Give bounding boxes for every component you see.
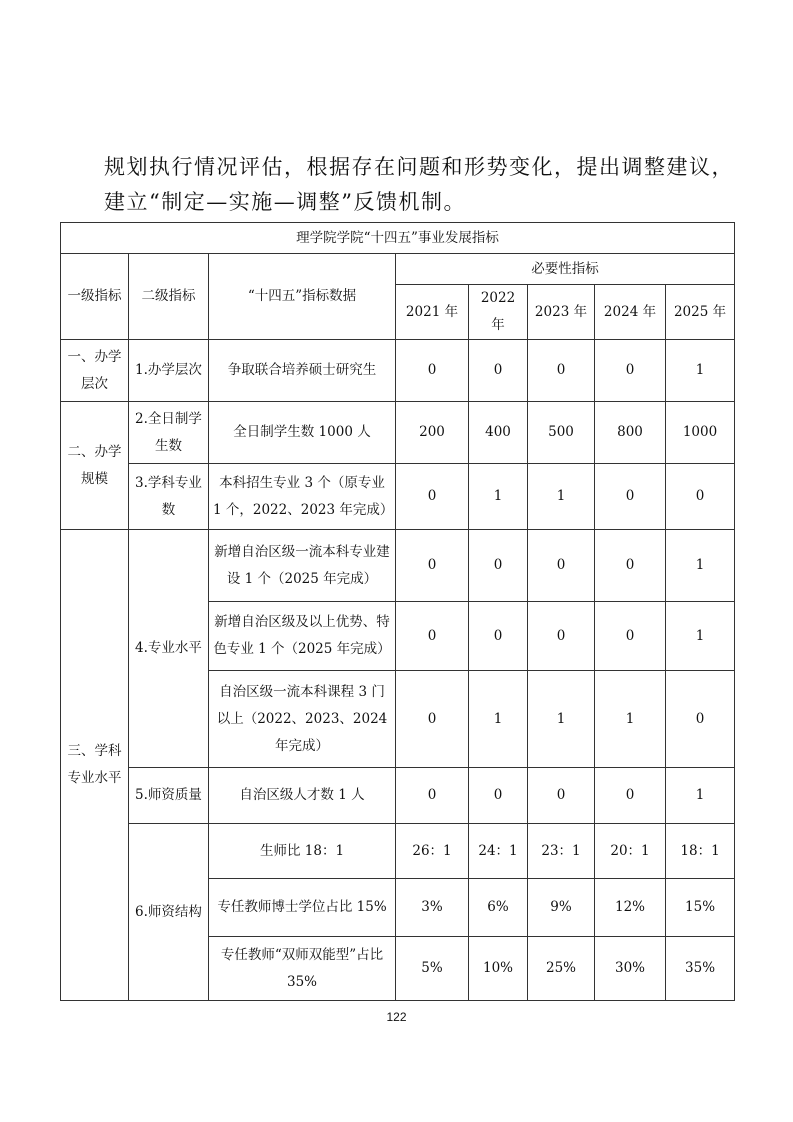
value-cell: 0	[595, 530, 666, 602]
level2-cell: 2.全日制学生数	[129, 402, 209, 464]
value-cell: 18：1	[666, 824, 735, 879]
level2-cell: 5.师资质量	[129, 768, 209, 824]
header-data: “十四五”指标数据	[209, 254, 396, 340]
value-cell: 400	[469, 402, 528, 464]
value-cell: 0	[595, 602, 666, 671]
desc-cell: 专任教师“双师双能型”占比 35%	[209, 937, 396, 1001]
value-cell: 0	[396, 602, 469, 671]
value-cell: 0	[469, 340, 528, 402]
value-cell: 0	[666, 671, 735, 768]
value-cell: 0	[469, 768, 528, 824]
development-indicators-table	[60, 222, 735, 1001]
desc-cell: 生师比 18：1	[209, 824, 396, 879]
value-cell: 1	[666, 530, 735, 602]
value-cell: 0	[528, 768, 595, 824]
level2-cell: 6.师资结构	[129, 824, 209, 1001]
table-row	[61, 530, 735, 602]
value-cell: 0	[528, 340, 595, 402]
desc-cell: 新增自治区级一流本科专业建设 1 个（2025 年完成）	[209, 530, 396, 602]
value-cell: 1000	[666, 402, 735, 464]
desc-cell: 自治区级人才数 1 人	[209, 768, 396, 824]
value-cell: 35%	[666, 937, 735, 1001]
page-number: 122	[386, 1010, 407, 1024]
value-cell: 1	[666, 340, 735, 402]
value-cell: 25%	[528, 937, 595, 1001]
value-cell: 23：1	[528, 824, 595, 879]
value-cell: 1	[666, 768, 735, 824]
value-cell: 1	[469, 671, 528, 768]
table-title: 理学院学院“十四五”事业发展指标	[61, 223, 735, 254]
desc-cell: 专任教师博士学位占比 15%	[209, 879, 396, 937]
level2-cell: 1.办学层次	[129, 340, 209, 402]
value-cell: 1	[528, 671, 595, 768]
table-row	[61, 402, 735, 464]
value-cell: 5%	[396, 937, 469, 1001]
value-cell: 0	[528, 602, 595, 671]
desc-cell: 争取联合培养硕士研究生	[209, 340, 396, 402]
value-cell: 200	[396, 402, 469, 464]
level2-cell: 4.专业水平	[129, 530, 209, 768]
value-cell: 15%	[666, 879, 735, 937]
level1-cell: 一、办学层次	[61, 340, 129, 402]
value-cell: 9%	[528, 879, 595, 937]
header-level1: 一级指标	[61, 254, 129, 340]
level1-cell: 二、办学规模	[61, 402, 129, 530]
header-level2: 二级指标	[129, 254, 209, 340]
value-cell: 1	[666, 602, 735, 671]
level1-cell: 三、学科专业水平	[61, 530, 129, 1001]
value-cell: 0	[396, 340, 469, 402]
value-cell: 800	[595, 402, 666, 464]
table-row	[61, 340, 735, 402]
value-cell: 0	[595, 340, 666, 402]
value-cell: 1	[469, 464, 528, 530]
desc-cell: 全日制学生数 1000 人	[209, 402, 396, 464]
value-cell: 30%	[595, 937, 666, 1001]
value-cell: 3%	[396, 879, 469, 937]
value-cell: 1	[528, 464, 595, 530]
value-cell: 20：1	[595, 824, 666, 879]
value-cell: 6%	[469, 879, 528, 937]
value-cell: 10%	[469, 937, 528, 1001]
header-year: 2024 年	[595, 285, 666, 340]
intro-paragraph	[104, 150, 734, 220]
value-cell: 0	[595, 464, 666, 530]
header-year: 2025 年	[666, 285, 735, 340]
value-cell: 12%	[595, 879, 666, 937]
intro-line-2: 建立“制定—实施—调整”反馈机制。	[104, 190, 466, 214]
value-cell: 0	[396, 768, 469, 824]
desc-cell: 新增自治区级及以上优势、特色专业 1 个（2025 年完成）	[209, 602, 396, 671]
header-year: 2022 年	[469, 285, 528, 340]
table-row	[61, 824, 735, 879]
level2-cell: 3.学科专业数	[129, 464, 209, 530]
intro-line-1: 规划执行情况评估，根据存在问题和形势变化，提出调整建议，	[104, 155, 734, 179]
value-cell: 500	[528, 402, 595, 464]
value-cell: 1	[595, 671, 666, 768]
table-row	[61, 768, 735, 824]
value-cell: 0	[528, 530, 595, 602]
value-cell: 0	[666, 464, 735, 530]
value-cell: 0	[396, 530, 469, 602]
value-cell: 0	[396, 464, 469, 530]
value-cell: 0	[595, 768, 666, 824]
desc-cell: 自治区级一流本科课程 3 门以上（2022、2023、2024 年完成）	[209, 671, 396, 768]
value-cell: 0	[469, 530, 528, 602]
header-necessary: 必要性指标	[396, 254, 735, 285]
desc-cell: 本科招生专业 3 个（原专业 1 个，2022、2023 年完成）	[209, 464, 396, 530]
value-cell: 24：1	[469, 824, 528, 879]
value-cell: 0	[396, 671, 469, 768]
value-cell: 0	[469, 602, 528, 671]
header-year: 2023 年	[528, 285, 595, 340]
table-row	[61, 464, 735, 530]
header-year: 2021 年	[396, 285, 469, 340]
value-cell: 26：1	[396, 824, 469, 879]
